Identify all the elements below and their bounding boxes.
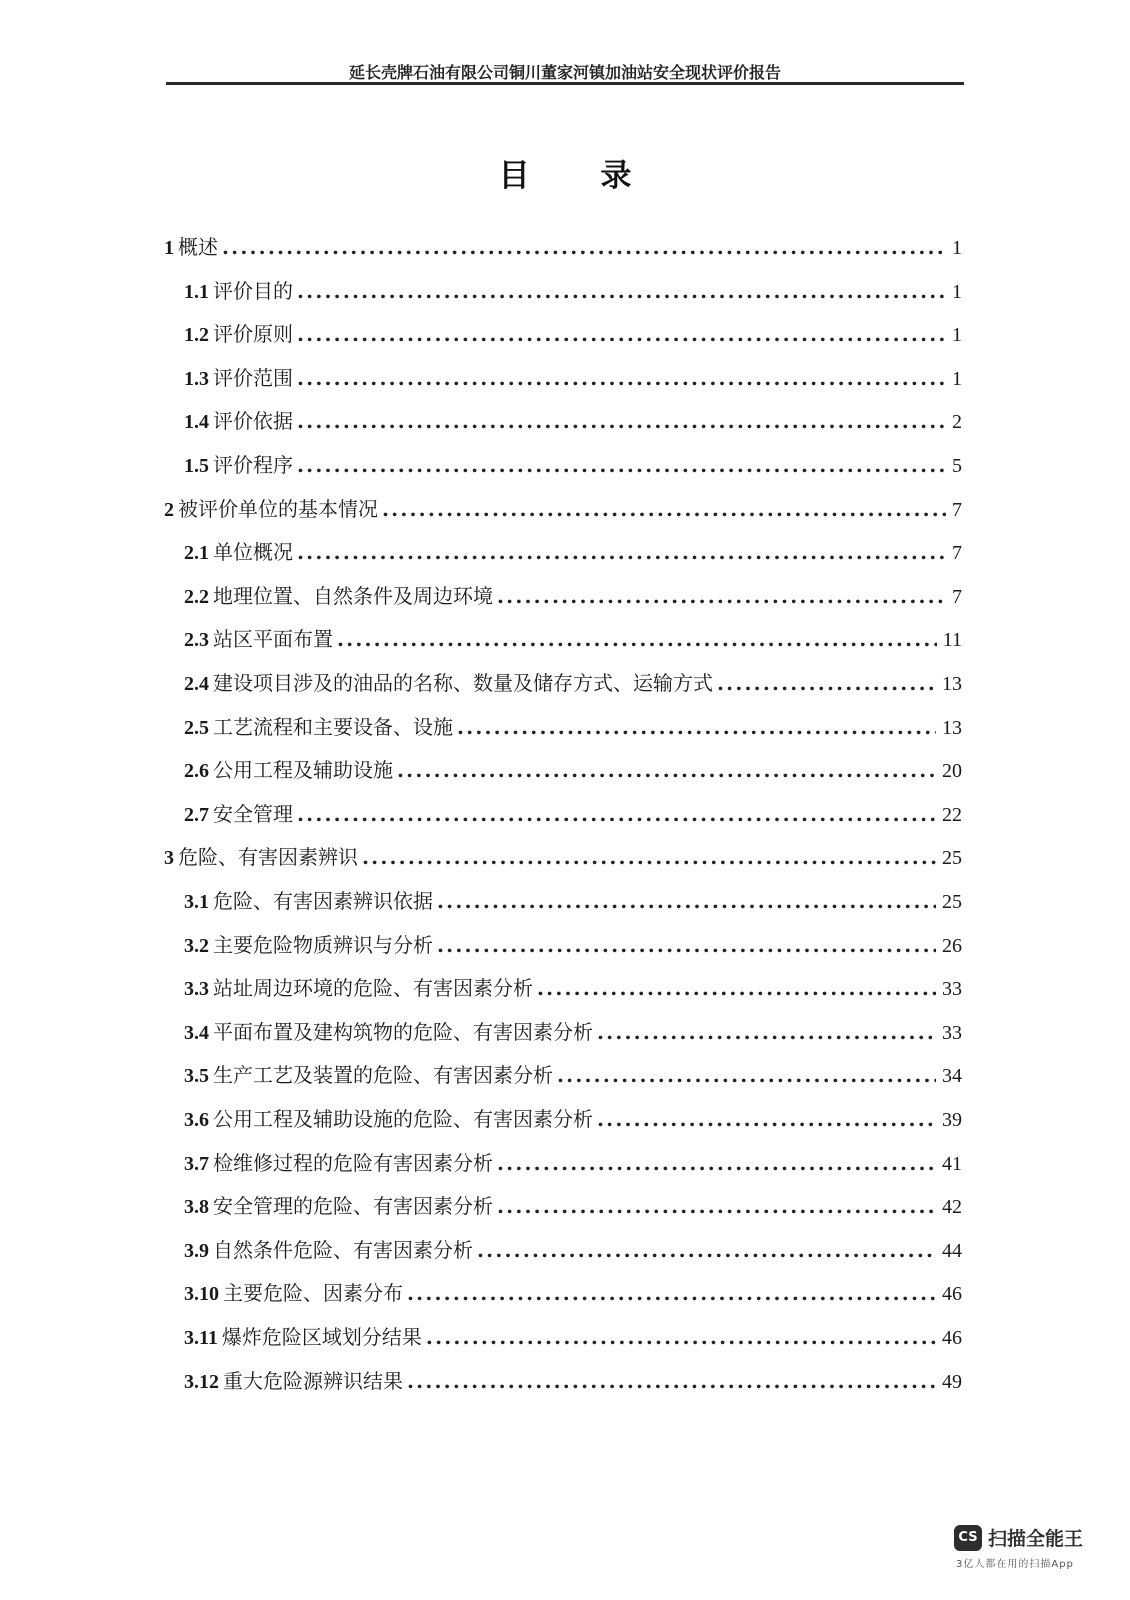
toc-entry-label: 重大危险源辨识结果 — [223, 1368, 403, 1393]
toc-dot-leader — [497, 1148, 936, 1178]
toc-entry-number: 3.6 — [184, 1109, 209, 1131]
toc-entry-label: 评价范围 — [213, 365, 293, 390]
toc-entry-label: 建设项目涉及的油品的名称、数量及储存方式、运输方式 — [213, 671, 713, 695]
toc-entry-label: 公用工程及辅助设施的危险、有害因素分析 — [213, 1107, 593, 1131]
toc-entry-number: 2.4 — [184, 673, 209, 695]
toc-entry-label: 地理位置、自然条件及周边环境 — [213, 583, 493, 608]
toc-entry[interactable] — [184, 276, 962, 306]
toc-dot-leader — [297, 450, 946, 480]
toc-entry[interactable] — [184, 930, 962, 960]
toc-page-number: 42 — [942, 1196, 962, 1219]
toc-page-number: 13 — [942, 716, 962, 739]
toc-entry[interactable] — [184, 1278, 962, 1308]
toc-page-number: 25 — [942, 847, 962, 870]
toc-page-number: 1 — [952, 324, 962, 347]
toc-dot-leader — [297, 799, 936, 829]
toc-entry-label: 自然条件危险、有害因素分析 — [213, 1237, 473, 1262]
watermark-name: 扫描全能王 — [988, 1528, 1084, 1550]
toc-entry[interactable] — [184, 668, 962, 698]
toc-dot-leader — [477, 1235, 936, 1265]
toc-entry-number: 1.5 — [184, 455, 209, 477]
toc-entry-number: 1.4 — [184, 411, 209, 434]
header-rule — [166, 82, 964, 85]
toc-entry-label: 主要危险物质辨识与分析 — [213, 932, 433, 957]
toc-entry-number: 1.3 — [184, 367, 209, 390]
toc-entry-number: 3.4 — [184, 1021, 209, 1044]
toc-entry-number: 3.5 — [184, 1065, 209, 1088]
toc-dot-leader — [597, 1017, 936, 1047]
toc-entry-label: 安全管理 — [213, 801, 293, 826]
toc-entry-number: 3.8 — [184, 1196, 209, 1219]
toc-page-number: 1 — [952, 237, 962, 259]
toc-page-number: 41 — [942, 1152, 962, 1175]
toc-dot-leader — [407, 1278, 936, 1308]
toc-entry-label: 平面布置及建构筑物的危险、有害因素分析 — [213, 1019, 593, 1044]
toc-dot-leader — [397, 755, 936, 785]
toc-entry[interactable] — [184, 1017, 962, 1047]
toc-dot-leader — [437, 930, 936, 960]
toc-entry[interactable] — [184, 406, 962, 436]
toc-entry[interactable] — [184, 450, 962, 480]
toc-entry-number: 3.11 — [184, 1327, 218, 1349]
toc-entry-label: 危险、有害因素辨识 — [178, 845, 358, 870]
toc-dot-leader — [297, 319, 946, 349]
toc-entry-number: 2.5 — [184, 716, 209, 739]
toc-page-number: 34 — [942, 1065, 962, 1088]
toc-entry[interactable] — [184, 1060, 962, 1090]
toc-entry-number: 3 — [164, 847, 174, 870]
toc-entry-label: 站区平面布置 — [213, 627, 333, 652]
toc-entry-label: 检维修过程的危险有害因素分析 — [213, 1150, 493, 1175]
toc-entry-label: 被评价单位的基本情况 — [178, 496, 378, 521]
toc-entry[interactable] — [184, 1322, 962, 1352]
toc-entry-label: 工艺流程和主要设备、设施 — [213, 714, 453, 739]
toc-entry[interactable] — [184, 363, 962, 393]
toc-entry-number: 3.12 — [184, 1370, 219, 1393]
toc-entry-number: 2.1 — [184, 542, 209, 565]
toc-dot-leader — [222, 232, 946, 262]
toc-entry[interactable] — [184, 886, 962, 916]
toc-dot-leader — [362, 842, 936, 872]
toc-dot-leader — [457, 712, 936, 742]
toc-page-number: 33 — [942, 978, 962, 1001]
toc-entry[interactable] — [184, 581, 962, 611]
toc-page-number: 7 — [952, 498, 962, 521]
toc-page-number: 49 — [942, 1370, 962, 1393]
toc-entry-label: 概述 — [178, 235, 218, 259]
scanner-watermark — [954, 1524, 1094, 1570]
toc-entry[interactable] — [184, 1366, 962, 1396]
toc-entry-label: 评价原则 — [213, 322, 293, 347]
toc-page-number: 46 — [942, 1327, 962, 1349]
toc-title: 目 录 — [498, 158, 662, 194]
toc-page-number: 33 — [942, 1021, 962, 1044]
toc-page-number: 25 — [942, 891, 962, 913]
toc-entry-number: 1.2 — [184, 324, 209, 347]
toc-dot-leader — [337, 624, 937, 654]
toc-entry-number: 2.2 — [184, 585, 209, 608]
toc-entry-label: 评价程序 — [213, 453, 293, 477]
toc-page-number: 13 — [942, 673, 962, 695]
toc-entry-label: 危险、有害因素辨识依据 — [213, 889, 433, 913]
watermark-tagline: 3亿人都在用的扫描App — [956, 1559, 1074, 1570]
toc-entry-label: 评价目的 — [213, 278, 293, 303]
toc-entry[interactable] — [184, 1104, 962, 1134]
toc-page-number: 5 — [952, 455, 962, 477]
toc-page-number: 11 — [942, 629, 962, 652]
toc-dot-leader — [717, 668, 936, 698]
toc-entry-label: 单位概况 — [213, 540, 293, 565]
toc-dot-leader — [297, 363, 946, 393]
toc-entry-number: 3.9 — [184, 1239, 209, 1262]
toc-entry-number: 3.10 — [184, 1283, 219, 1306]
toc-page-number: 2 — [952, 411, 962, 434]
toc-entry-label: 评价依据 — [213, 409, 293, 434]
toc-entry[interactable] — [184, 1148, 962, 1178]
toc-entry[interactable] — [184, 799, 962, 829]
toc-page-number: 1 — [952, 367, 962, 390]
camscanner-logo-icon: CS — [954, 1525, 982, 1551]
toc-dot-leader — [537, 973, 936, 1003]
toc-entry-label: 公用工程及辅助设施 — [213, 758, 393, 783]
toc-entry[interactable] — [184, 319, 962, 349]
toc-page-number: 22 — [942, 803, 962, 826]
toc-entry-label: 爆炸危险区域划分结果 — [221, 1325, 422, 1349]
toc-dot-leader — [597, 1104, 936, 1134]
toc-entry[interactable] — [164, 232, 962, 262]
toc-page-number: 20 — [942, 760, 962, 783]
toc-dot-leader — [497, 1191, 936, 1221]
toc-entry-number: 2.3 — [184, 629, 209, 652]
toc-dot-leader — [382, 494, 946, 524]
toc-dot-leader — [407, 1366, 936, 1396]
toc-entry[interactable] — [164, 494, 962, 524]
toc-page-number: 26 — [942, 934, 962, 957]
toc-page-number: 39 — [942, 1109, 962, 1131]
toc-page-number: 7 — [952, 542, 962, 565]
toc-entry-label: 安全管理的危险、有害因素分析 — [213, 1194, 493, 1219]
toc-entry-number: 1 — [164, 237, 174, 259]
toc-entry[interactable] — [184, 712, 962, 742]
toc-entry-number: 3.2 — [184, 934, 209, 957]
toc-entry[interactable] — [184, 624, 962, 654]
toc-entry[interactable] — [164, 842, 962, 872]
toc-dot-leader — [497, 581, 946, 611]
toc-dot-leader — [297, 406, 946, 436]
toc-dot-leader — [426, 1322, 936, 1352]
toc-entry-number: 2 — [164, 498, 174, 521]
toc-entry-label: 生产工艺及装置的危险、有害因素分析 — [213, 1063, 553, 1088]
toc-entry-number: 3.7 — [184, 1152, 209, 1175]
toc-entry-number: 3.1 — [184, 891, 209, 913]
toc-entry-number: 3.3 — [184, 978, 209, 1001]
toc-entry-number: 2.7 — [184, 803, 209, 826]
toc-dot-leader — [437, 886, 936, 916]
toc-dot-leader — [297, 537, 946, 567]
toc-page-number: 7 — [952, 585, 962, 608]
toc-entry-number: 2.6 — [184, 760, 209, 783]
toc-page-number: 44 — [942, 1239, 962, 1262]
toc-entry[interactable] — [184, 755, 962, 785]
toc-entry[interactable] — [184, 1191, 962, 1221]
toc-dot-leader — [297, 276, 946, 306]
toc-page-number: 46 — [942, 1283, 962, 1306]
toc-dot-leader — [557, 1060, 936, 1090]
toc-entry-label: 站址周边环境的危险、有害因素分析 — [213, 976, 533, 1001]
toc-entry-label: 主要危险、因素分布 — [223, 1281, 403, 1306]
toc-page-number: 1 — [952, 280, 962, 303]
toc-entry[interactable] — [184, 1235, 962, 1265]
toc-entry-number: 1.1 — [184, 280, 209, 303]
toc-entry[interactable] — [184, 537, 962, 567]
running-header: 延长壳牌石油有限公司铜川董家河镇加油站安全现状评价报告 — [348, 63, 781, 82]
toc-entry[interactable] — [184, 973, 962, 1003]
